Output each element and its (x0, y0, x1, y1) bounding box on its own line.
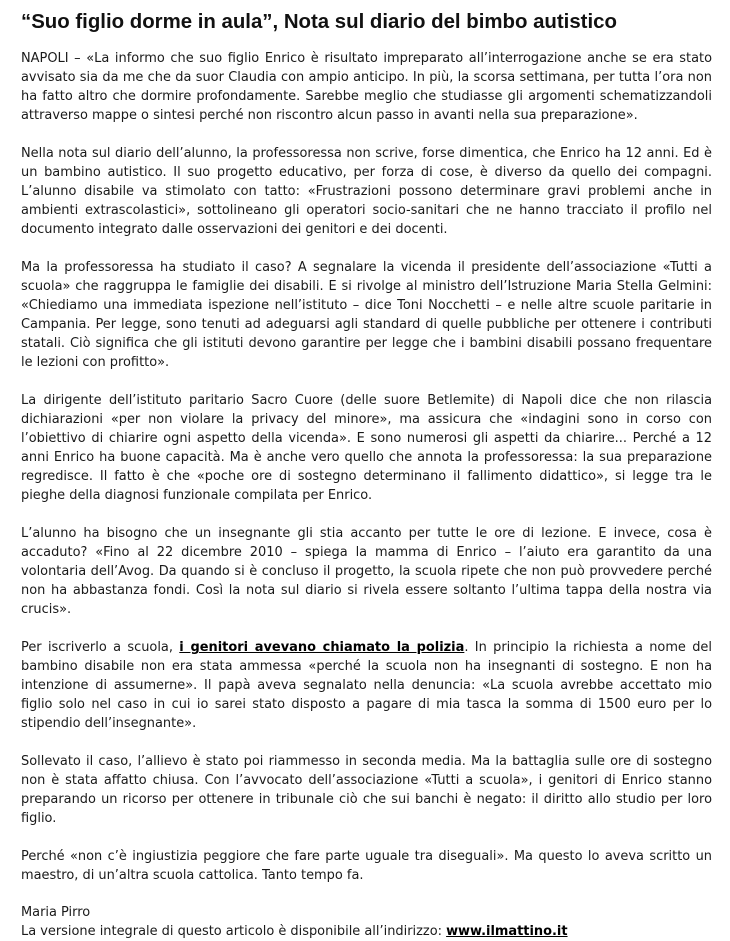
article-title: “Suo figlio dorme in aula”, Nota sul diario del bimbo autistico (21, 11, 617, 33)
article-paragraph-2: Nella nota sul diario dell’alunno, la professoressa non scrive, forse dimentica, che Enrico ha 12 anni. Ed è un bambino autistico. Il suo progetto educativo, per forza di cose, è diverso da quello dei compagni. L’alunno disabile va stimolato con tatto: «Frustrazioni possono determinare gravi problemi anche in ambienti extrascolastici», sottolineano gli operatori socio-sanitari che ne hanno tracciato il profilo nel documento integrato dalle osservazioni dei genitori e dei docenti. (21, 146, 712, 237)
article-paragraph-7: Sollevato il caso, l’allievo è stato poi riammesso in seconda media. Ma la battaglia sulle ore di sostegno non è stata affatto chiusa. Con l’avvocato dell’associazione «Tutti a scuola», i genitori di Enrico stanno preparando un ricorso per ottenere in tribunale ciò che sui banchi è negato: il diritto allo studio per loro figlio. (21, 754, 712, 826)
article-paragraph-6 (21, 638, 712, 733)
source-link[interactable]: www.ilmattino.it (446, 924, 568, 939)
article-paragraph-5: L’alunno ha bisogno che un insegnante gli stia accanto per tutte le ore di lezione. E invece, cosa è accaduto? «Fino al 22 dicembre 2010 – spiega la mamma di Enrico – l’aiuto era garantito da una volontaria dell’Avog. Da quando si è concluso il progetto, la scuola ripete che non può provvedere perché non ha abbastanza fondi. Così la nota sul diario si rivela essere soltanto l’ultima tappa della nostra via crucis». (21, 526, 712, 617)
source-text: La versione integrale di questo articolo è disponibile all’indirizzo: (21, 924, 447, 939)
police-paragraph-intro: Per iscriverlo a scuola, (21, 640, 180, 655)
police-link[interactable]: i genitori avevano chiamato la polizia (179, 640, 465, 655)
police-paragraph-body: . In principio la richiesta a nome del bambino disabile non era stata ammessa «perché la scuola non ha insegnanti di sostegno. E non ha intenzione di assumerne». Il papà aveva segnalato nella denuncia: «La scuola avrebbe accettato mio figlio solo nel caso in cui io sarei stato disposto a pagare di mia tasca la somma di 1500 euro per lo stipendio dell’insegnante». (21, 640, 712, 731)
article-paragraph-8: Perché «non c’è ingiustizia peggiore che fare parte uguale tra diseguali». Ma questo lo aveva scritto un maestro, di un’altra scuola cattolica. Tanto tempo fa. (21, 849, 712, 883)
article-paragraph-3: Ma la professoressa ha studiato il caso? A segnalare la vicenda il presidente dell’associazione «Tutti a scuola» che raggruppa le famiglie dei disabili. E si rivolge al ministro dell’Istruzione Maria Stella Gelmini: «Chiediamo una immediata ispezione nell’istituto – dice Toni Nocchetti – e nelle altre scuole paritarie in Campania. Per legge, sono tenuti ad adeguarsi agli standard di quelle pubbliche per ottenere i contributi statali. Ciò significa che gli istituti devono garantire per legge che i bambini disabili possano frequentare le lezioni con profitto». (21, 260, 712, 370)
source-line (21, 922, 712, 941)
article-footer (21, 903, 712, 941)
author-name: Maria Pirro (21, 905, 91, 920)
article-paragraph-1: NAPOLI – «La informo che suo figlio Enrico è risultato impreparato all’interrogazione anche se era stato avvisato sia da me che da suor Claudia con ampio anticipo. In più, la scorsa settimana, per tutta l’ora non ha fatto altro che dormire profondamente. Sarebbe meglio che studiasse gli argomenti schematizzandoli attraverso mappe o sintesi perché non riscontro alcun passo in avanti nella sua preparazione». (21, 51, 712, 123)
article-paragraph-4: La dirigente dell’istituto paritario Sacro Cuore (delle suore Betlemite) di Napoli dice che non rilascia dichiarazioni «per non violare la privacy del minore», ma assicura che «indagini sono in corso con l’obiettivo di chiarire ogni aspetto della vicenda». E sono numerosi gli aspetti da chiarire... Perché a 12 anni Enrico ha buone capacità. Ma è anche vero quello che annota la professoressa: la sua preparazione regredisce. Il fatto è che «poche ore di sostegno determinano il fallimento didattico», si legge tra le pieghe della diagnosi funzionale compilata per Enrico. (21, 393, 712, 503)
